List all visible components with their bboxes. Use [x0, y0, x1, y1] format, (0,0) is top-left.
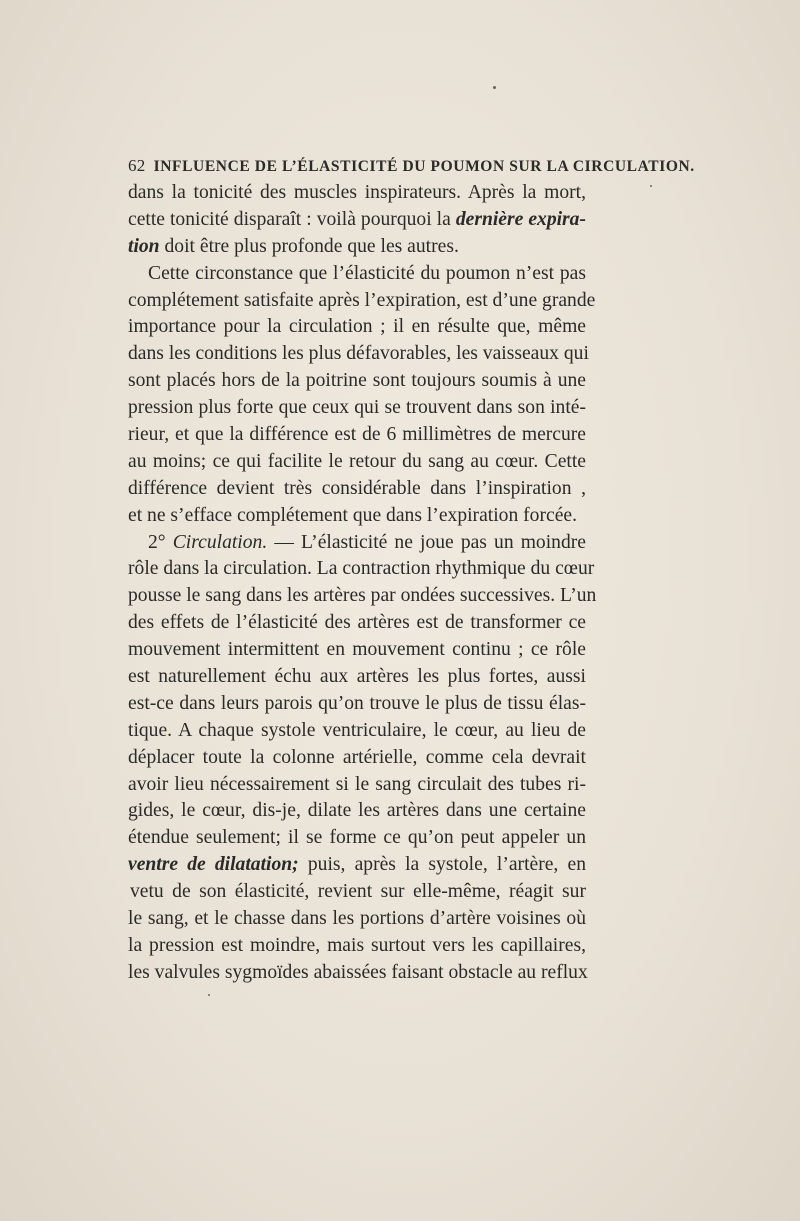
- text-line: mouvement intermittent en mouvement continu ; ce rôle: [128, 639, 586, 661]
- italic-term: dernière expira-: [455, 208, 587, 230]
- text-line: et ne s’efface complétement que dans l’expiration forcée.: [128, 504, 577, 526]
- text-line: rôle dans la circulation. La contraction rhythmique du cœur: [128, 558, 595, 580]
- text-line: importance pour la circulation ; il en résulte que, même: [128, 316, 586, 338]
- text-line: est-ce dans leurs parois qu’on trouve le plus de tissu élas-: [128, 692, 586, 714]
- body-text: [128, 180, 597, 987]
- text-line: tique. A chaque systole ventriculaire, le cœur, au lieu de: [128, 719, 586, 741]
- text-run: doit être plus profonde que les autres.: [159, 235, 459, 257]
- text-line: étendue seulement; il se forme ce qu’on peut appeler un: [128, 827, 586, 849]
- text-line: gides, le cœur, dis-je, dilate les artères dans une certaine: [128, 800, 586, 822]
- text-line: déplacer toute la colonne artérielle, comme cela devrait: [128, 746, 586, 768]
- text-run: — L’élasticité ne joue pas un moindre: [267, 531, 586, 553]
- text-line: avoir lieu nécessairement si le sang circulait des tubes ri-: [128, 773, 586, 795]
- running-header: [128, 156, 695, 176]
- section-title: Circulation.: [172, 531, 268, 553]
- text-line: [128, 207, 586, 234]
- text-line: la pression est moindre, mais surtout vers les capillaires,: [128, 934, 586, 956]
- text-line: [128, 852, 586, 879]
- running-title: INFLUENCE DE L’ÉLASTICITÉ DU POUMON SUR LA CIRCULATION.: [153, 158, 695, 175]
- text-run: cette tonicité disparaît : voilà pourquoi la: [128, 208, 456, 230]
- text-line: complétement satisfaite après l’expiration, est d’une grande: [128, 289, 596, 311]
- text-line: [128, 234, 586, 261]
- text-line: au moins; ce qui facilite le retour du sang au cœur. Cette: [128, 450, 586, 472]
- paper-speck: [208, 994, 210, 996]
- text-line: pousse le sang dans les artères par ondées successives. L’un: [128, 585, 597, 607]
- paper-speck: [650, 185, 652, 187]
- text-run: 2°: [148, 531, 173, 553]
- section-heading-line: [128, 530, 586, 557]
- text-line: dans les conditions les plus défavorables, les vaisseaux qui: [128, 343, 589, 365]
- page-number: 62: [128, 156, 146, 175]
- text-line: rieur, et que la différence est de 6 millimètres de mercure: [128, 424, 586, 446]
- paper-speck: [493, 86, 496, 89]
- text-line: les valvules sygmoïdes abaissées faisant obstacle au reflux: [128, 961, 588, 983]
- text-line: vetu de son élasticité, revient sur elle-même, réagit sur: [130, 881, 586, 903]
- text-line: est naturellement échu aux artères les plus fortes, aussi: [128, 666, 586, 688]
- text-line: sont placés hors de la poitrine sont toujours soumis à une: [128, 370, 586, 392]
- text-line: différence devient très considérable dans l’inspiration ,: [128, 477, 586, 499]
- italic-term: tion: [128, 235, 160, 257]
- italic-term: ventre de dilatation;: [128, 854, 299, 876]
- paragraph-first-line: Cette circonstance que l’élasticité du poumon n’est pas: [148, 262, 586, 284]
- text-line: pression plus forte que ceux qui se trouvent dans son inté-: [128, 397, 586, 419]
- text-run: puis, après la systole, l’artère, en: [298, 854, 586, 876]
- text-line: dans la tonicité des muscles inspirateurs. Après la mort,: [128, 182, 586, 203]
- text-line: des effets de l’élasticité des artères est de transformer ce: [128, 612, 586, 634]
- text-line: le sang, et le chasse dans les portions d’artère voisines où: [128, 908, 586, 930]
